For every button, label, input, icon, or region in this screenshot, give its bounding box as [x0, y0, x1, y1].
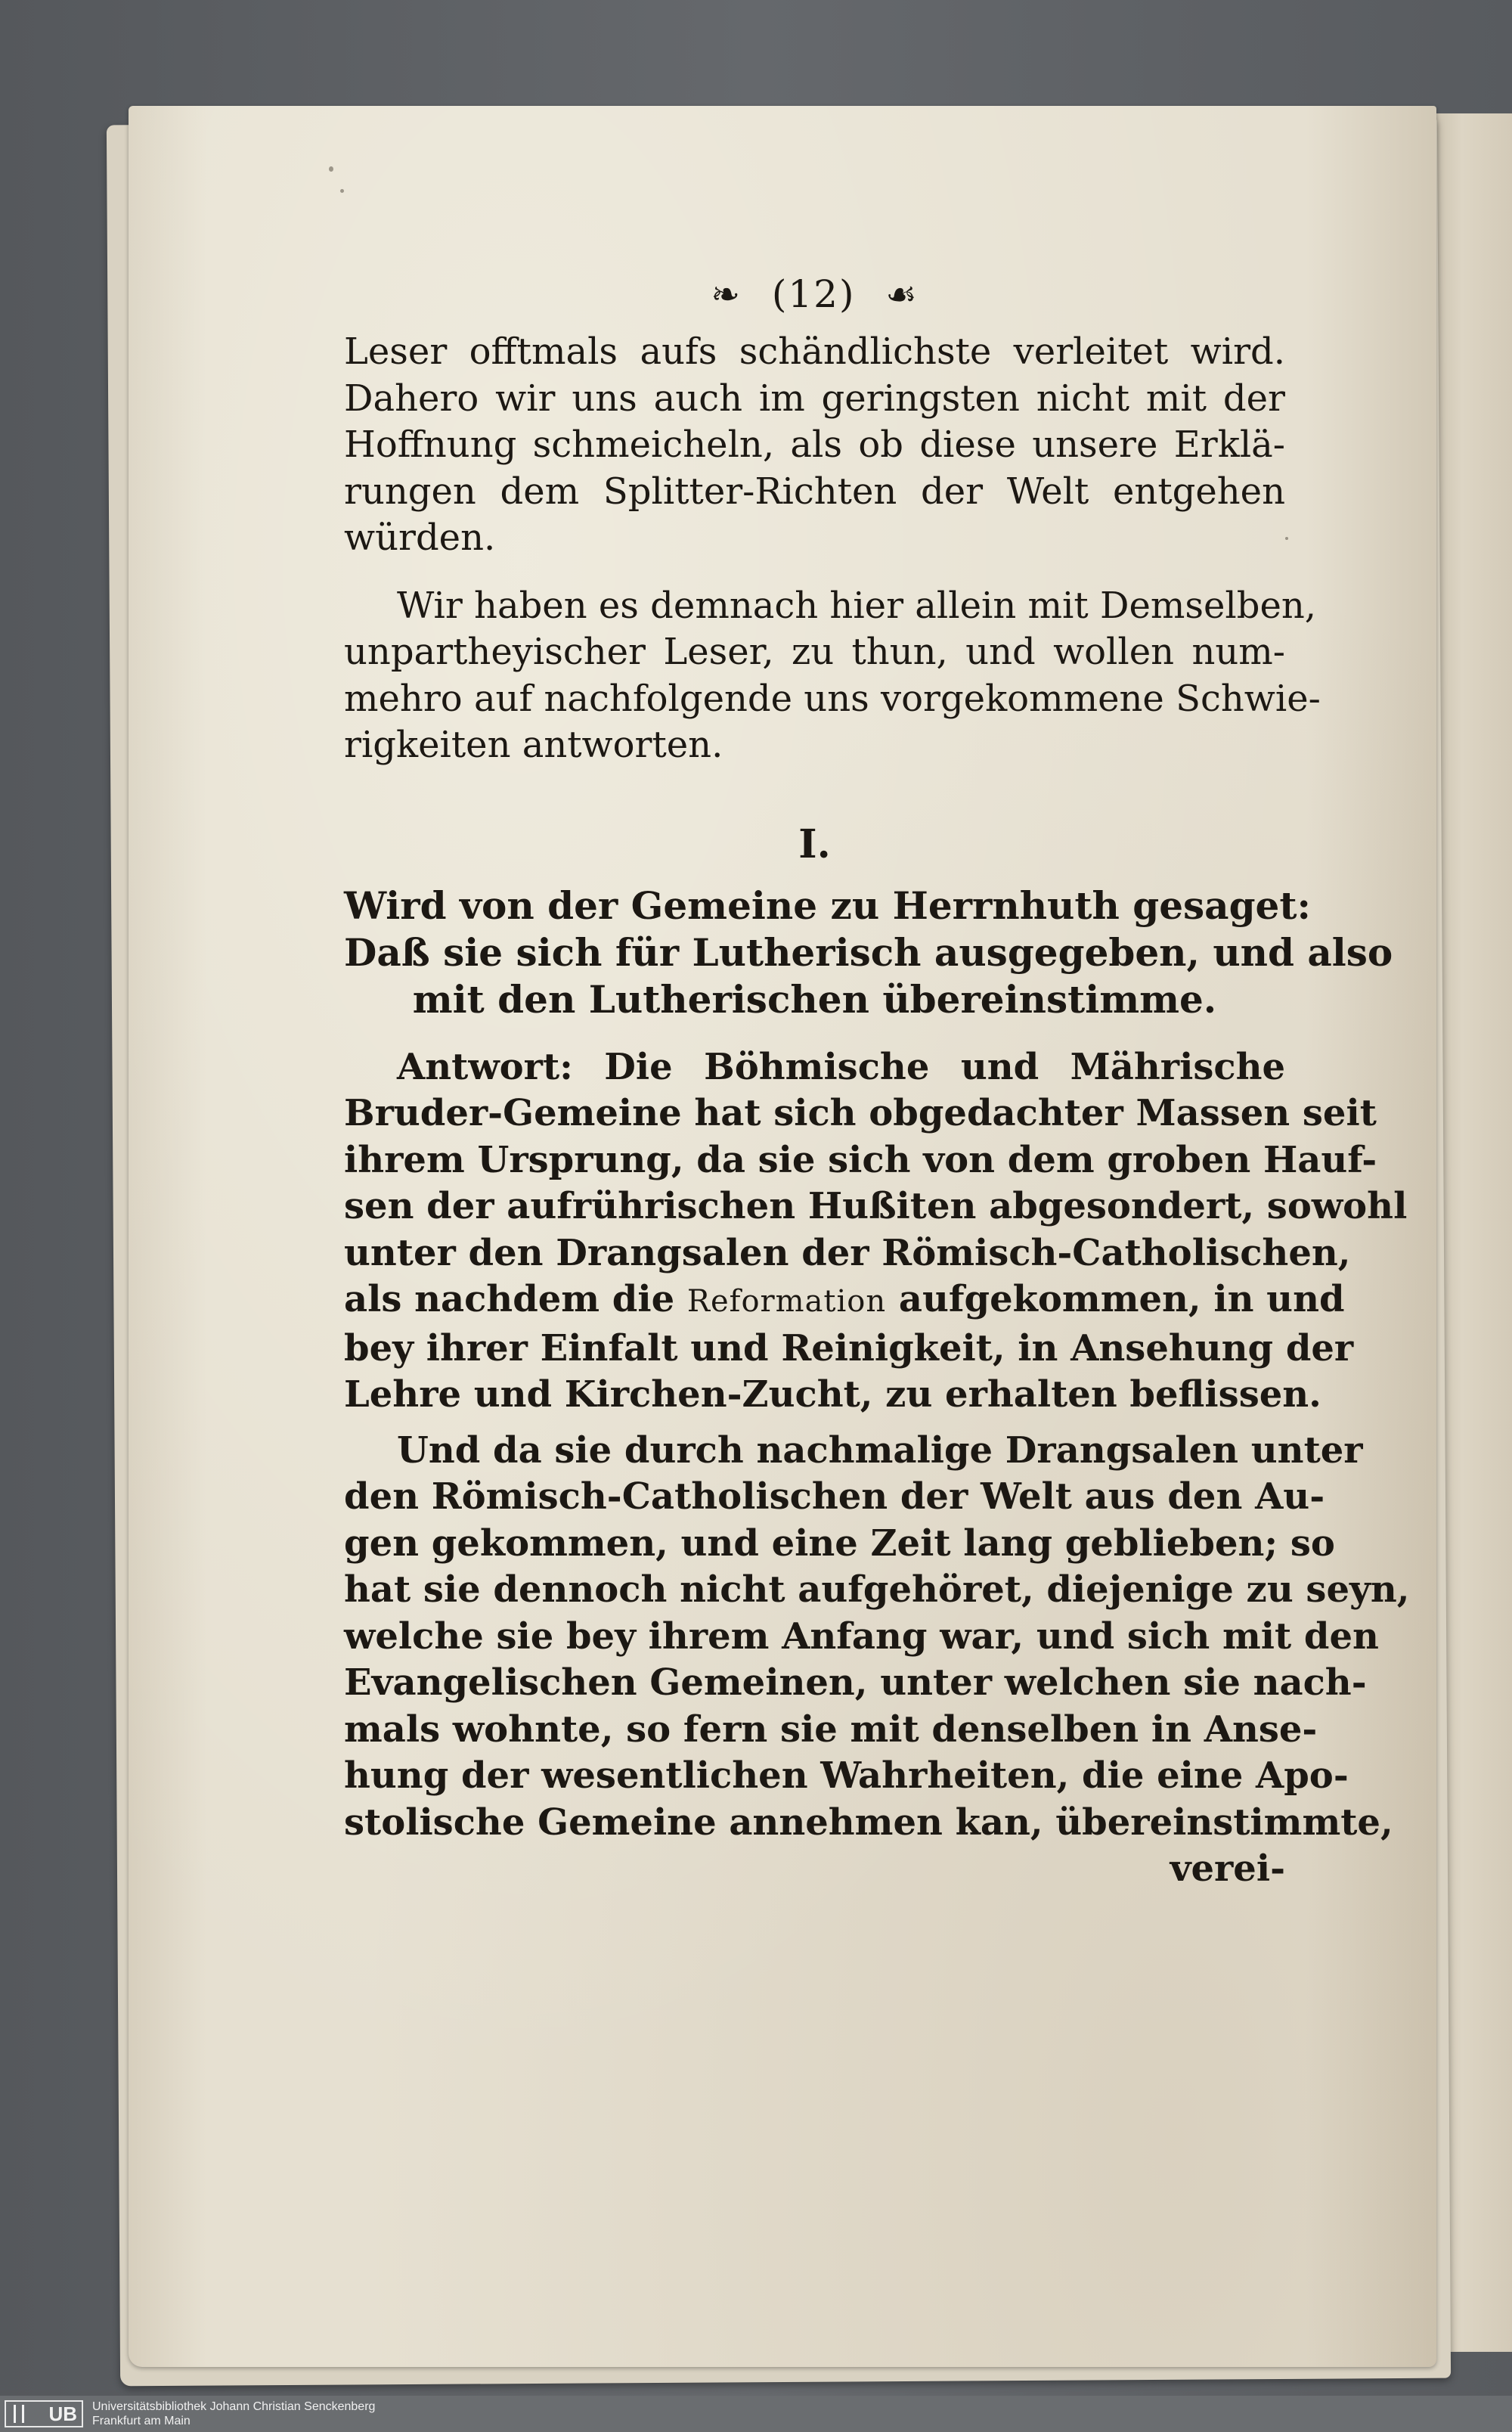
text-line: den Römisch-Catholischen der Welt aus den Au- [344, 1475, 1325, 1518]
text-line: Wir haben es demnach hier allein mit Demselben, [397, 584, 1317, 627]
library-footer [0, 2396, 1512, 2432]
section-title [344, 883, 1393, 1023]
text-line: ihrem Ursprung, da sie sich von dem groben Hauf- [344, 1138, 1377, 1181]
answer-paragraph [344, 1044, 1408, 1419]
ornament-right-icon: ☙ [885, 274, 919, 315]
text-line: hung der wesentlichen Wahrheiten, die eine Apo- [344, 1754, 1349, 1797]
paragraph-intro [344, 329, 1285, 562]
paper-spot [329, 166, 333, 172]
ub-logo-mark-icon [14, 2405, 24, 2423]
ornament-left-icon: ❧ [711, 274, 742, 315]
text-line: mals wohnte, so fern sie mit denselben in Anse- [344, 1708, 1318, 1751]
reformation-word: Reformation [686, 1284, 887, 1319]
text-line: unter den Drangsalen der Römisch-Catholischen, [344, 1231, 1351, 1274]
text-line: Dahero wir uns auch im geringsten nicht mit der [344, 377, 1285, 420]
text-line: hat sie dennoch nicht aufgehöret, diejenige zu seyn, [344, 1568, 1410, 1611]
text-line: gen gekommen, und eine Zeit lang geblieben; so [344, 1522, 1335, 1565]
text-line: welche sie bey ihrem Anfang war, und sich mit den [344, 1615, 1379, 1658]
line-start: als nachdem die [344, 1278, 675, 1320]
text-line: Leser offtmals aufs schändlichste verleitet wird. [344, 330, 1285, 373]
section-number: I. [798, 820, 831, 867]
page-number: (12) [771, 272, 856, 316]
line-end: aufgekommen, in und [898, 1278, 1345, 1320]
library-name: Universitätsbibliothek Johann Christian Senckenberg [92, 2400, 376, 2413]
text-line: rigkeiten antworten. [344, 724, 723, 766]
text-line: Evangelischen Gemeinen, unter welchen sie nach- [344, 1661, 1367, 1704]
text-line: sen der aufrührischen Hußiten abgesondert, sowohl [344, 1185, 1408, 1227]
paragraph-reader [344, 583, 1321, 769]
text-line: Bruder-Gemeine hat sich obgedachter Massen seit [344, 1092, 1377, 1134]
library-city: Frankfurt am Main [92, 2415, 191, 2427]
paper-spot [340, 189, 344, 193]
title-line: mit den Lutherischen übereinstimme. [412, 976, 1217, 1022]
text-line: Und da sie durch nachmalige Drangsalen unter [397, 1428, 1363, 1472]
title-line: Wird von der Gemeine zu Herrnhuth gesaget: [344, 883, 1311, 928]
text-line: rungen dem Splitter-Richten der Welt entgehen [344, 470, 1285, 513]
paper-spot [1285, 537, 1288, 540]
text-line: unpartheyischer Leser, zu thun, und wollen num- [344, 631, 1285, 673]
ub-logo [5, 2400, 83, 2427]
catchword: verei- [1170, 1847, 1285, 1890]
text-line: bey ihrer Einfalt und Reinigkeit, in Ansehung der [344, 1326, 1354, 1370]
text-line: Lehre und Kirchen-Zucht, zu erhalten beflissen. [344, 1373, 1321, 1416]
title-line: Daß sie sich für Lutherisch ausgegeben, und also [344, 929, 1393, 975]
text-line: Antwort: Die Böhmische und Mährische [397, 1045, 1285, 1088]
text-line: stolische Gemeine annehmen kan, übereinstimmte, [344, 1801, 1393, 1844]
text-line: würden. [344, 516, 496, 559]
page-text [344, 268, 1410, 1892]
text-line-reformation [344, 1276, 1345, 1326]
ub-logo-text: UB [48, 2403, 77, 2425]
page-header [344, 268, 1285, 314]
text-line: Hoffnung schmeicheln, als ob diese unsere Erklä- [344, 423, 1285, 466]
text-line: mehro auf nachfolgende uns vorgekommene Schwie- [344, 677, 1321, 720]
library-credit [92, 2399, 375, 2428]
continuation-paragraph [344, 1428, 1410, 1847]
